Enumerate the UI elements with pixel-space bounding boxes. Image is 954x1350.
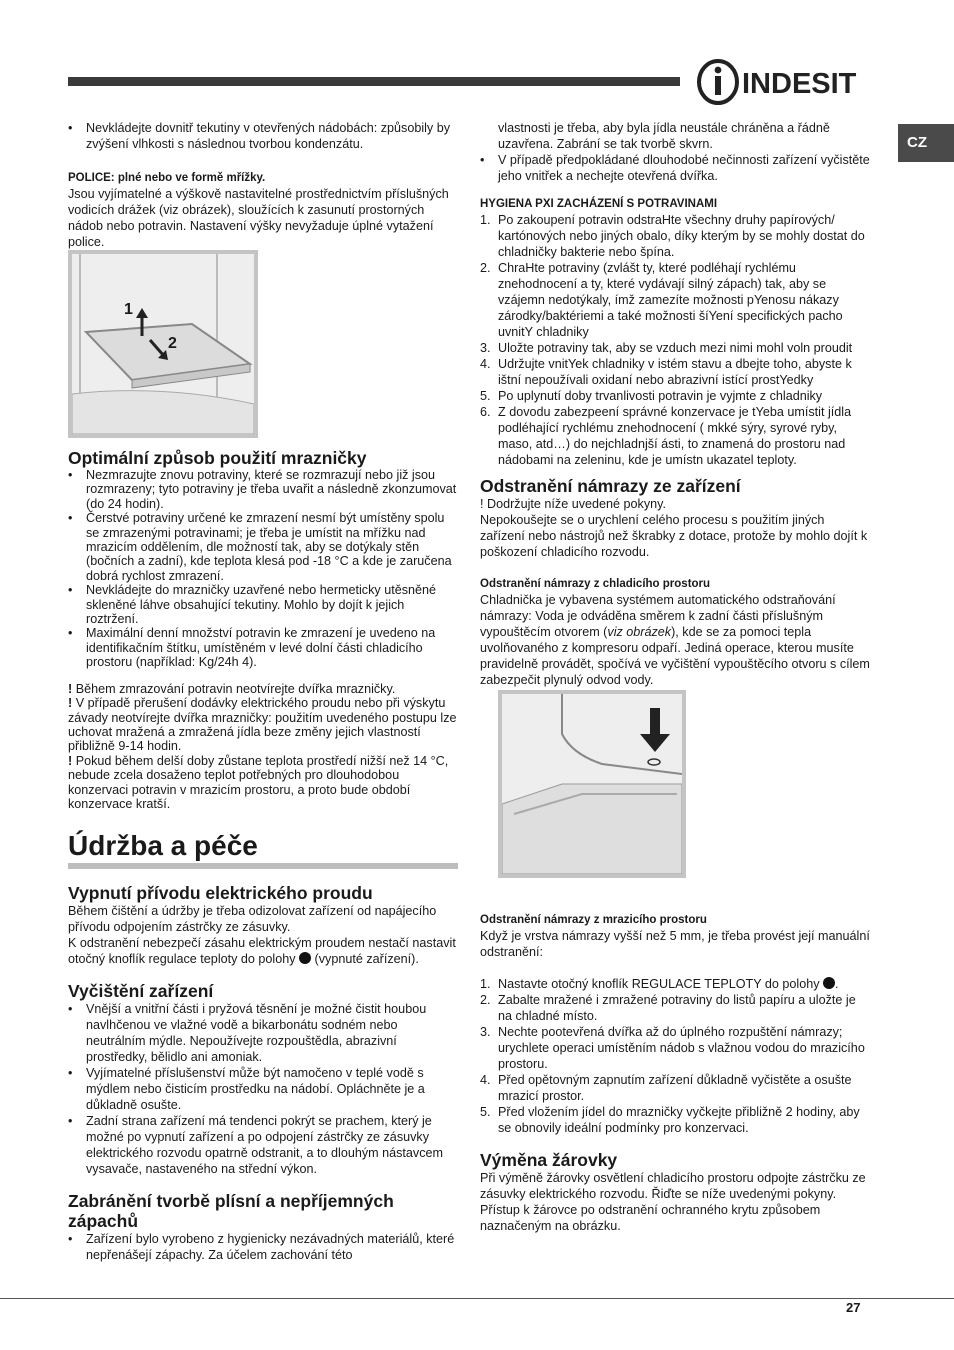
power-text: Během čištění a údržby je třeba odizolovat zařízení od napájecího přívodu odpojením zástrčky ze zásuvky. xyxy=(68,904,437,935)
list-item: 1. Nastavte otočný knoflík REGULACE TEPLOTY do polohy . xyxy=(480,977,839,991)
defrost-text: Nepokoušejte se o urychlení celého procesu s použitím jiných zařízení nebo nástrojů než škrabky z dotace, protože by mohlo dojít k poškození chladicího rozvodu. xyxy=(480,513,868,559)
shelf-figure xyxy=(68,250,258,438)
list-item: • Čerstvé potraviny určené ke zmrazení nesmí být umístěny spolu se zmrazenými potravinami; je třeba je umístit na mřížku nad mrazicím oddělením, dle možností tak, aby se dotýkaly stěn (bočních a zadní), kde teplota klesá pod -18 °C a kde je zaručena dobrá rychlost zmrazení. xyxy=(68,511,460,583)
freezer-defrost-heading: Odstranění námrazy z mrazicího prostoru xyxy=(480,914,707,926)
list-item: • Zadní strana zařízení má tendenci pokrýt se prachem, který je možné po vypnutí zařízení a po odpojení zástrčky ze zásuvky elektrického rozvodu opatrně odstranit, a to dlouhým nástavcem vysavače, nastaveného na střední výkon. xyxy=(68,1113,460,1177)
list-item: 1. Po zakoupení potravin odstraHte všechny druhy papírových/ kartónových nebo jiných obalo, díky kterým by se mohly dostat do chladničky bakterie nebo špína. xyxy=(480,213,865,259)
power-text-2: K odstranění nebezpečí zásahu elektrickým proudem nestačí nastavit otočný knoflík regulace teploty do polohy (vypnuté zařízení). xyxy=(68,936,456,967)
freezer-usage-heading: Optimální způsob použití mrazničky xyxy=(68,448,367,468)
svg-text:INDESIT: INDESIT xyxy=(742,68,857,100)
list-item: 5. Před vložením jídel do mrazničky vyčkejte přibližně 2 hodiny, aby se obnovily ideální podmínky pro konzervaci. xyxy=(480,1105,860,1135)
list-item: • Nezmrazujte znovu potraviny, které se rozmrazují nebo již jsou rozmrazeny; tyto potraviny je třeba uvařit a následně zkonzumovat (do 24 hodin). xyxy=(68,468,460,511)
list-item: 3. Nechte pootevřená dvířka až do úplného rozpuštění námrazy; urychlete operaci umístěním nádob s vlažnou vodou do mrazicího prostoru. xyxy=(480,1025,865,1071)
warning-item: ! Během zmrazování potravin neotvírejte dvířka mrazničky. xyxy=(68,681,396,696)
right-column xyxy=(480,120,872,1234)
language-tab: CZ xyxy=(898,124,954,162)
off-position-icon xyxy=(823,977,835,989)
warning-item: ! Pokud během delší doby zůstane teplota prostředí nižší než 14 °C, nebude zcela dosaženo teplot potřebných pro dlouhodobou konzervaci potravin v mrazicím prostoru, a proto bude období konzervace kratší. xyxy=(68,753,449,811)
defrost-note: ! Dodržujte níže uvedené pokyny. xyxy=(480,497,666,511)
list-item: • V případě předpokládané dlouhodobé nečinnosti zařízení vyčistěte jeho vnitřek a nechejte otevřená dvířka. xyxy=(480,152,872,184)
list-item: • Vnější a vnitřní části i pryžová těsnění je možné čistit houbou navlhčenou ve vlažné vodě a bikarbonátu sodném nebo neutrálním mýdle. Nepoužívejte rozpouštědla, abrazivní prostředky, bělidlo ani amoniak. xyxy=(68,1001,460,1065)
drain-figure xyxy=(498,690,686,878)
warning-item: ! V případě přerušení dodávky elektrického proudu nebo při výskytu závady neotvírejte dvířka mrazničky: použitím uvedeného postupu lze uchovat mražená a zmražená jídla beze změny jejich vlastností přibližně 9-14 hodin. xyxy=(68,696,457,754)
footer-rule xyxy=(0,1298,954,1299)
defrost-heading: Odstranění námrazy ze zařízení xyxy=(480,476,741,496)
title-underline xyxy=(68,863,458,869)
list-item: 2. Zabalte mražené i zmražené potraviny do listů papíru a uložte je na chladné místo. xyxy=(480,993,856,1023)
continued-text: vlastnosti je třeba, aby byla jídla neustále chráněna a řádně uzavřena. Zabrání se tak tvorbě skvrn. xyxy=(498,121,830,151)
header-bar xyxy=(68,77,680,86)
bulb-text: Při výměně žárovky osvětlení chladicího prostoru odpojte zástrčku ze zásuvky elektrického rozvodu. Řiďte se níže uvedenými pokyny. Přístup k žárovce po odstranění ochranného krytu způsobem naznačeným na obrázku. xyxy=(480,1171,866,1233)
figure-label-1: 1 xyxy=(124,301,133,318)
list-item: 3. Uložte potraviny tak, aby se vzduch mezi nimi mohl voln proudit xyxy=(480,341,853,355)
freezer-defrost-text: Když je vrstva námrazy vyšší než 5 mm, je třeba provést její manuální odstranění: xyxy=(480,929,870,959)
page-title: Údržba a péče xyxy=(68,830,258,862)
list-item: • Nevkládejte dovnitř tekutiny v otevřených nádobách: způsobily by zvýšení vlhkosti s následnou tvorbou kondenzátu. xyxy=(68,120,460,152)
fridge-defrost-text: Chladnička je vybavena systémem automatického odstraňování námrazy: Voda je odváděna směrem k zadní části příslušným vypouštěcím otvorem (viz obrázek), kde se za pomoci tepla uvolňovaného z kompresoru odpaří. Jediná operace, kterou musíte pravidelně provádět, spočívá ve vyčištění vypouštěcího otvoru s cílem zabezpečit plynulý odvod vody. xyxy=(480,593,870,687)
shelf-illustration xyxy=(72,254,254,434)
fridge-defrost-heading: Odstranění námrazy z chladicího prostoru xyxy=(480,578,711,590)
bulb-heading: Výměna žárovky xyxy=(480,1150,618,1170)
hygiene-heading: HYGIENA PXI ZACHÁZENÍ S POTRAVINAMI xyxy=(480,198,718,210)
list-item: 5. Po uplynutí doby trvanlivosti potravin je vyjmte z chladniky xyxy=(480,389,823,403)
list-item: 4. Udržujte vnitYek chladniky v istém stavu a dbejte toho, abyste k ištní nepoužívali oxidaní nebo abrazivní istící prostYedky xyxy=(480,357,852,387)
power-heading: Vypnutí přívodu elektrického proudu xyxy=(68,883,373,904)
list-item: 6. Z dovodu zabezpeení správné konzervace je tYeba umístit jídla podléhající rychlému znehodnocení ( mkké sýry, syrové ryby, maso, atd…) do nejchladnjší ásti, to znamená do prostoru nad nádobami na zeleninu, kde je umístn ukazatel teploty. xyxy=(480,405,852,467)
off-position-icon xyxy=(299,952,311,964)
list-item: • Maximální denní množství potravin ke zmrazení je uvedeno na identifikačním štítku, umístěném v levé dolní části chladicího prostoru (například: Kg/24h 4). xyxy=(68,626,460,669)
page-number: 27 xyxy=(846,1300,861,1315)
drain-illustration xyxy=(502,694,682,874)
figure-label-2: 2 xyxy=(168,335,177,352)
list-item: • Vyjímatelné příslušenství může být namočeno v teplé vodě s mýdlem nebo čisticím prostředku na nádobí. Opláchněte je a důkladně osušte. xyxy=(68,1065,460,1113)
list-item: 2. ChraHte potraviny (zvlášt ty, které podléhají rychlému znehodnocení a ty, které vydávají silný zápach) tak, aby se vzájemn nedotýkaly, ímž zamezíte možnosti pYenosu nákazy zárodky/baktériemi a také možnosti šíYení specifických pacho uvnitY chladniky xyxy=(480,261,843,339)
shelves-text: Jsou vyjímatelné a výškově nastavitelné prostřednictvím příslušných vodicích drážek (viz obrázek), sloužících k zasunutí prostorných nádob nebo potravin. Nastavení výšky nevyžaduje úplné vytažení police. xyxy=(68,187,449,249)
shelves-heading: POLICE: plné nebo ve formě mřížky. xyxy=(68,172,266,184)
cleaning-heading: Vyčištění zařízení xyxy=(68,981,214,1002)
warnings xyxy=(68,682,460,812)
list-item: 4. Před opětovným zapnutím zařízení důkladně vyčistěte a osušte mrazicí prostor. xyxy=(480,1073,852,1103)
indesit-logo xyxy=(694,57,874,107)
mold-heading: Zabránění tvorbě plísní a nepříjemných zápachů xyxy=(68,1191,394,1232)
list-item: • Nevkládejte do mrazničky uzavřené nebo hermeticky utěsněné skleněné láhve obsahující tekutiny. Mohlo by dojít k jejich roztržení. xyxy=(68,583,460,626)
list-item: • Zařízení bylo vyrobeno z hygienicky nezávadných materiálů, které nepřenášejí zápachy. Za účelem zachování této xyxy=(68,1231,460,1263)
left-column xyxy=(68,120,460,1263)
